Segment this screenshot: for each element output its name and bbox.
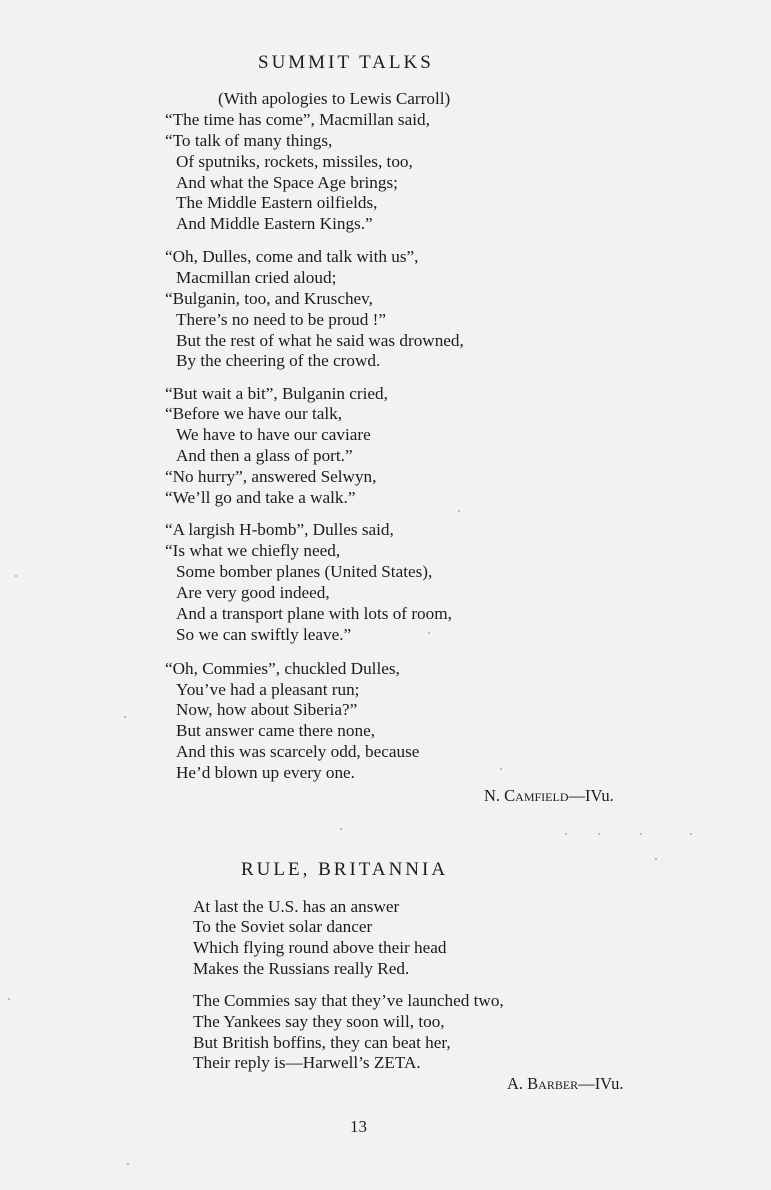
- poem-line: But answer came there none,: [176, 721, 376, 740]
- poem-line: Macmillan cried aloud;: [176, 268, 337, 287]
- poem-line: Makes the Russians really Red.: [193, 959, 410, 978]
- poem-line: You’ve had a pleasant run;: [176, 680, 360, 699]
- poem-line: “The time has come”, Macmillan said,: [165, 110, 430, 129]
- poem-line: But British boffins, they can beat her,: [193, 1033, 451, 1052]
- paper-speck: [458, 510, 460, 512]
- paper-speck: [127, 1163, 129, 1165]
- poem-line: Are very good indeed,: [176, 583, 330, 602]
- poem-line: At last the U.S. has an answer: [193, 897, 400, 916]
- poem-line: And Middle Eastern Kings.”: [176, 214, 373, 233]
- author-name: N. Camfield: [484, 786, 569, 805]
- poem-line: And what the Space Age brings;: [176, 173, 398, 192]
- poem-line: “A largish H-bomb”, Dulles said,: [165, 520, 394, 539]
- poem-line: “We’ll go and take a walk.”: [165, 488, 356, 507]
- paper-speck: [655, 858, 657, 860]
- poem-line: But the rest of what he said was drowned,: [176, 331, 464, 350]
- poem-line: “Oh, Dulles, come and talk with us”,: [165, 247, 419, 266]
- paper-speck: [15, 575, 17, 577]
- poem-line: So we can swiftly leave.”: [176, 625, 352, 644]
- poem-line: There’s no need to be proud !”: [176, 310, 386, 329]
- author-form: —IVu.: [568, 786, 614, 805]
- poem-attribution: [484, 786, 614, 806]
- poem-line: And this was scarcely odd, because: [176, 742, 420, 761]
- poem-line: Now, how about Siberia?”: [176, 700, 358, 719]
- poem-line: The Commies say that they’ve launched two,: [193, 991, 504, 1010]
- poem-line: “Bulganin, too, and Kruschev,: [165, 289, 373, 308]
- poem-line: He’d blown up every one.: [176, 763, 355, 782]
- poem-line: Which flying round above their head: [193, 938, 447, 957]
- poem-line: “Is what we chiefly need,: [165, 541, 341, 560]
- poem-line: Of sputniks, rockets, missiles, too,: [176, 152, 413, 171]
- author-name: A. Barber: [507, 1074, 579, 1093]
- poem-line: The Middle Eastern oilfields,: [176, 193, 378, 212]
- poem-line: And a transport plane with lots of room,: [176, 604, 452, 623]
- paper-speck: [690, 833, 692, 835]
- poem-line: “But wait a bit”, Bulganin cried,: [165, 384, 388, 403]
- poem-line: Some bomber planes (United States),: [176, 562, 433, 581]
- poem-line: We have to have our caviare: [176, 425, 371, 444]
- poem-line: To the Soviet solar dancer: [193, 917, 373, 936]
- poem-line: Their reply is—Harwell’s ZETA.: [193, 1053, 421, 1072]
- paper-speck: [340, 828, 342, 830]
- paper-speck: [500, 768, 502, 770]
- poem-line: And then a glass of port.”: [176, 446, 353, 465]
- author-form: —IVu.: [578, 1074, 624, 1093]
- paper-speck: [428, 632, 430, 634]
- paper-speck: [598, 833, 600, 835]
- poem-title-summit-talks: SUMMIT TALKS: [258, 52, 434, 73]
- paper-speck: [8, 998, 10, 1000]
- poem-line: “No hurry”, answered Selwyn,: [165, 467, 377, 486]
- poem-line: “To talk of many things,: [165, 131, 333, 150]
- poem-line: The Yankees say they soon will, too,: [193, 1012, 445, 1031]
- poem-line: “Oh, Commies”, chuckled Dulles,: [165, 659, 400, 678]
- paper-speck: [124, 716, 126, 718]
- poem-subtitle: (With apologies to Lewis Carroll): [218, 89, 451, 108]
- page-number: 13: [350, 1117, 367, 1136]
- poem-line: By the cheering of the crowd.: [176, 351, 381, 370]
- poem-attribution: [507, 1074, 623, 1094]
- paper-speck: [640, 833, 642, 835]
- poem-title-rule-britannia: RULE, BRITANNIA: [241, 859, 449, 880]
- poem-line: “Before we have our talk,: [165, 404, 343, 423]
- paper-speck: [565, 833, 567, 835]
